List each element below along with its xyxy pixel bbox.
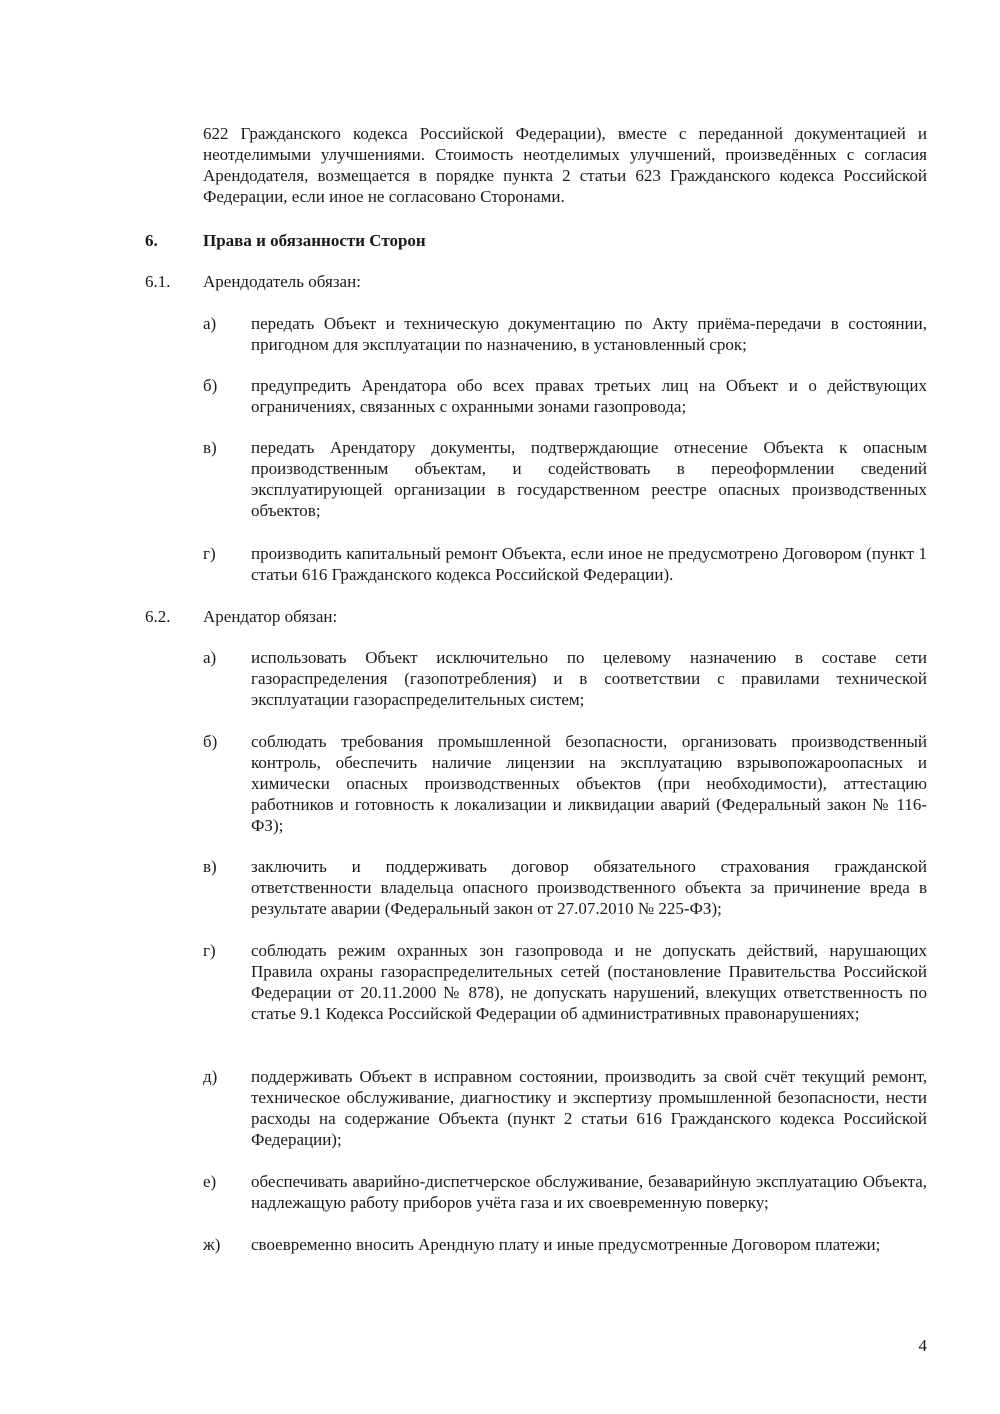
intro-paragraph: 622 Гражданского кодекса Российской Федерации), вместе с переданной документацией и неотделимыми улучшениями. Стоимость неотделимых улучшений, произведённых с согласия Арендодателя, возмещается в порядке пункта 2 статьи 623 Гражданского кодекса Российской Федерации, если иное не согласовано Сторонами. [203, 124, 927, 206]
item-marker: г) [203, 941, 216, 960]
item-text: использовать Объект исключительно по целевому назначению в составе сети газораспределения (газопотребления) и в соответствии с правилами технической эксплуатации газораспределительных систем; [251, 648, 927, 709]
item-marker: г) [203, 544, 216, 563]
item-marker: в) [203, 438, 217, 457]
item-marker: а) [203, 648, 217, 667]
item-marker: а) [203, 314, 217, 333]
clause-title: Арендатор обязан: [203, 607, 338, 626]
item-text: поддерживать Объект в исправном состоянии, производить за свой счёт текущий ремонт, техническое обслуживание, диагностику и экспертизу промышленной безопасности, нести расходы на содержание Объекта (пункт 2 статьи 616 Гражданского кодекса Российской Федерации); [251, 1067, 927, 1149]
item-text: предупредить Арендатора обо всех правах третьих лиц на Объект и о действующих ограничениях, связанных с охранными зонами газопровода; [251, 376, 927, 416]
item-marker: б) [203, 732, 218, 751]
item-marker: в) [203, 857, 217, 876]
item-text: обеспечивать аварийно-диспетчерское обслуживание, безаварийную эксплуатацию Объекта, надлежащую работу приборов учёта газа и их своевременную поверку; [251, 1172, 927, 1212]
clause-number: 6.1. [145, 272, 171, 291]
item-text: передать Объект и техническую документацию по Акту приёма-передачи в состоянии, пригодном для эксплуатации по назначению, в установленный срок; [251, 314, 927, 354]
item-text: соблюдать требования промышленной безопасности, организовать производственный контроль, обеспечить наличие лицензии на эксплуатацию взрывопожароопасных и химически опасных производственных объектов (при необходимости), аттестацию работников и готовность к локализации и ликвидации аварий (Федеральный закон № 116-ФЗ); [251, 732, 927, 835]
section-title: Права и обязанности Сторон [203, 231, 426, 250]
clause-title: Арендодатель обязан: [203, 272, 361, 291]
item-text: передать Арендатору документы, подтверждающие отнесение Объекта к опасным производственным объектам, и содействовать в переоформлении сведений эксплуатирующей организации в государственном реестре опасных производственных объектов; [251, 438, 927, 520]
item-text: соблюдать режим охранных зон газопровода и не допускать действий, нарушающих Правила охраны газораспределительных сетей (постановление Правительства Российской Федерации от 20.11.2000 № 878), не допускать нарушений, влекущих ответственность по статье 9.1 Кодекса Российской Федерации об административных правонарушениях; [251, 941, 927, 1023]
item-text: заключить и поддерживать договор обязательного страхования гражданской ответственности владельца опасного производственного объекта за причинение вреда в результате аварии (Федеральный закон от 27.07.2010 № 225-ФЗ); [251, 857, 927, 918]
item-marker: ж) [203, 1235, 221, 1254]
page-number: 4 [918, 1336, 927, 1355]
item-text: своевременно вносить Арендную плату и иные предусмотренные Договором платежи; [251, 1235, 881, 1254]
item-marker: д) [203, 1067, 218, 1086]
section-number: 6. [145, 231, 158, 250]
clause-number: 6.2. [145, 607, 171, 626]
item-marker: е) [203, 1172, 217, 1191]
item-text: производить капитальный ремонт Объекта, если иное не предусмотрено Договором (пункт 1 статьи 616 Гражданского кодекса Российской Федерации). [251, 544, 927, 584]
item-marker: б) [203, 376, 218, 395]
